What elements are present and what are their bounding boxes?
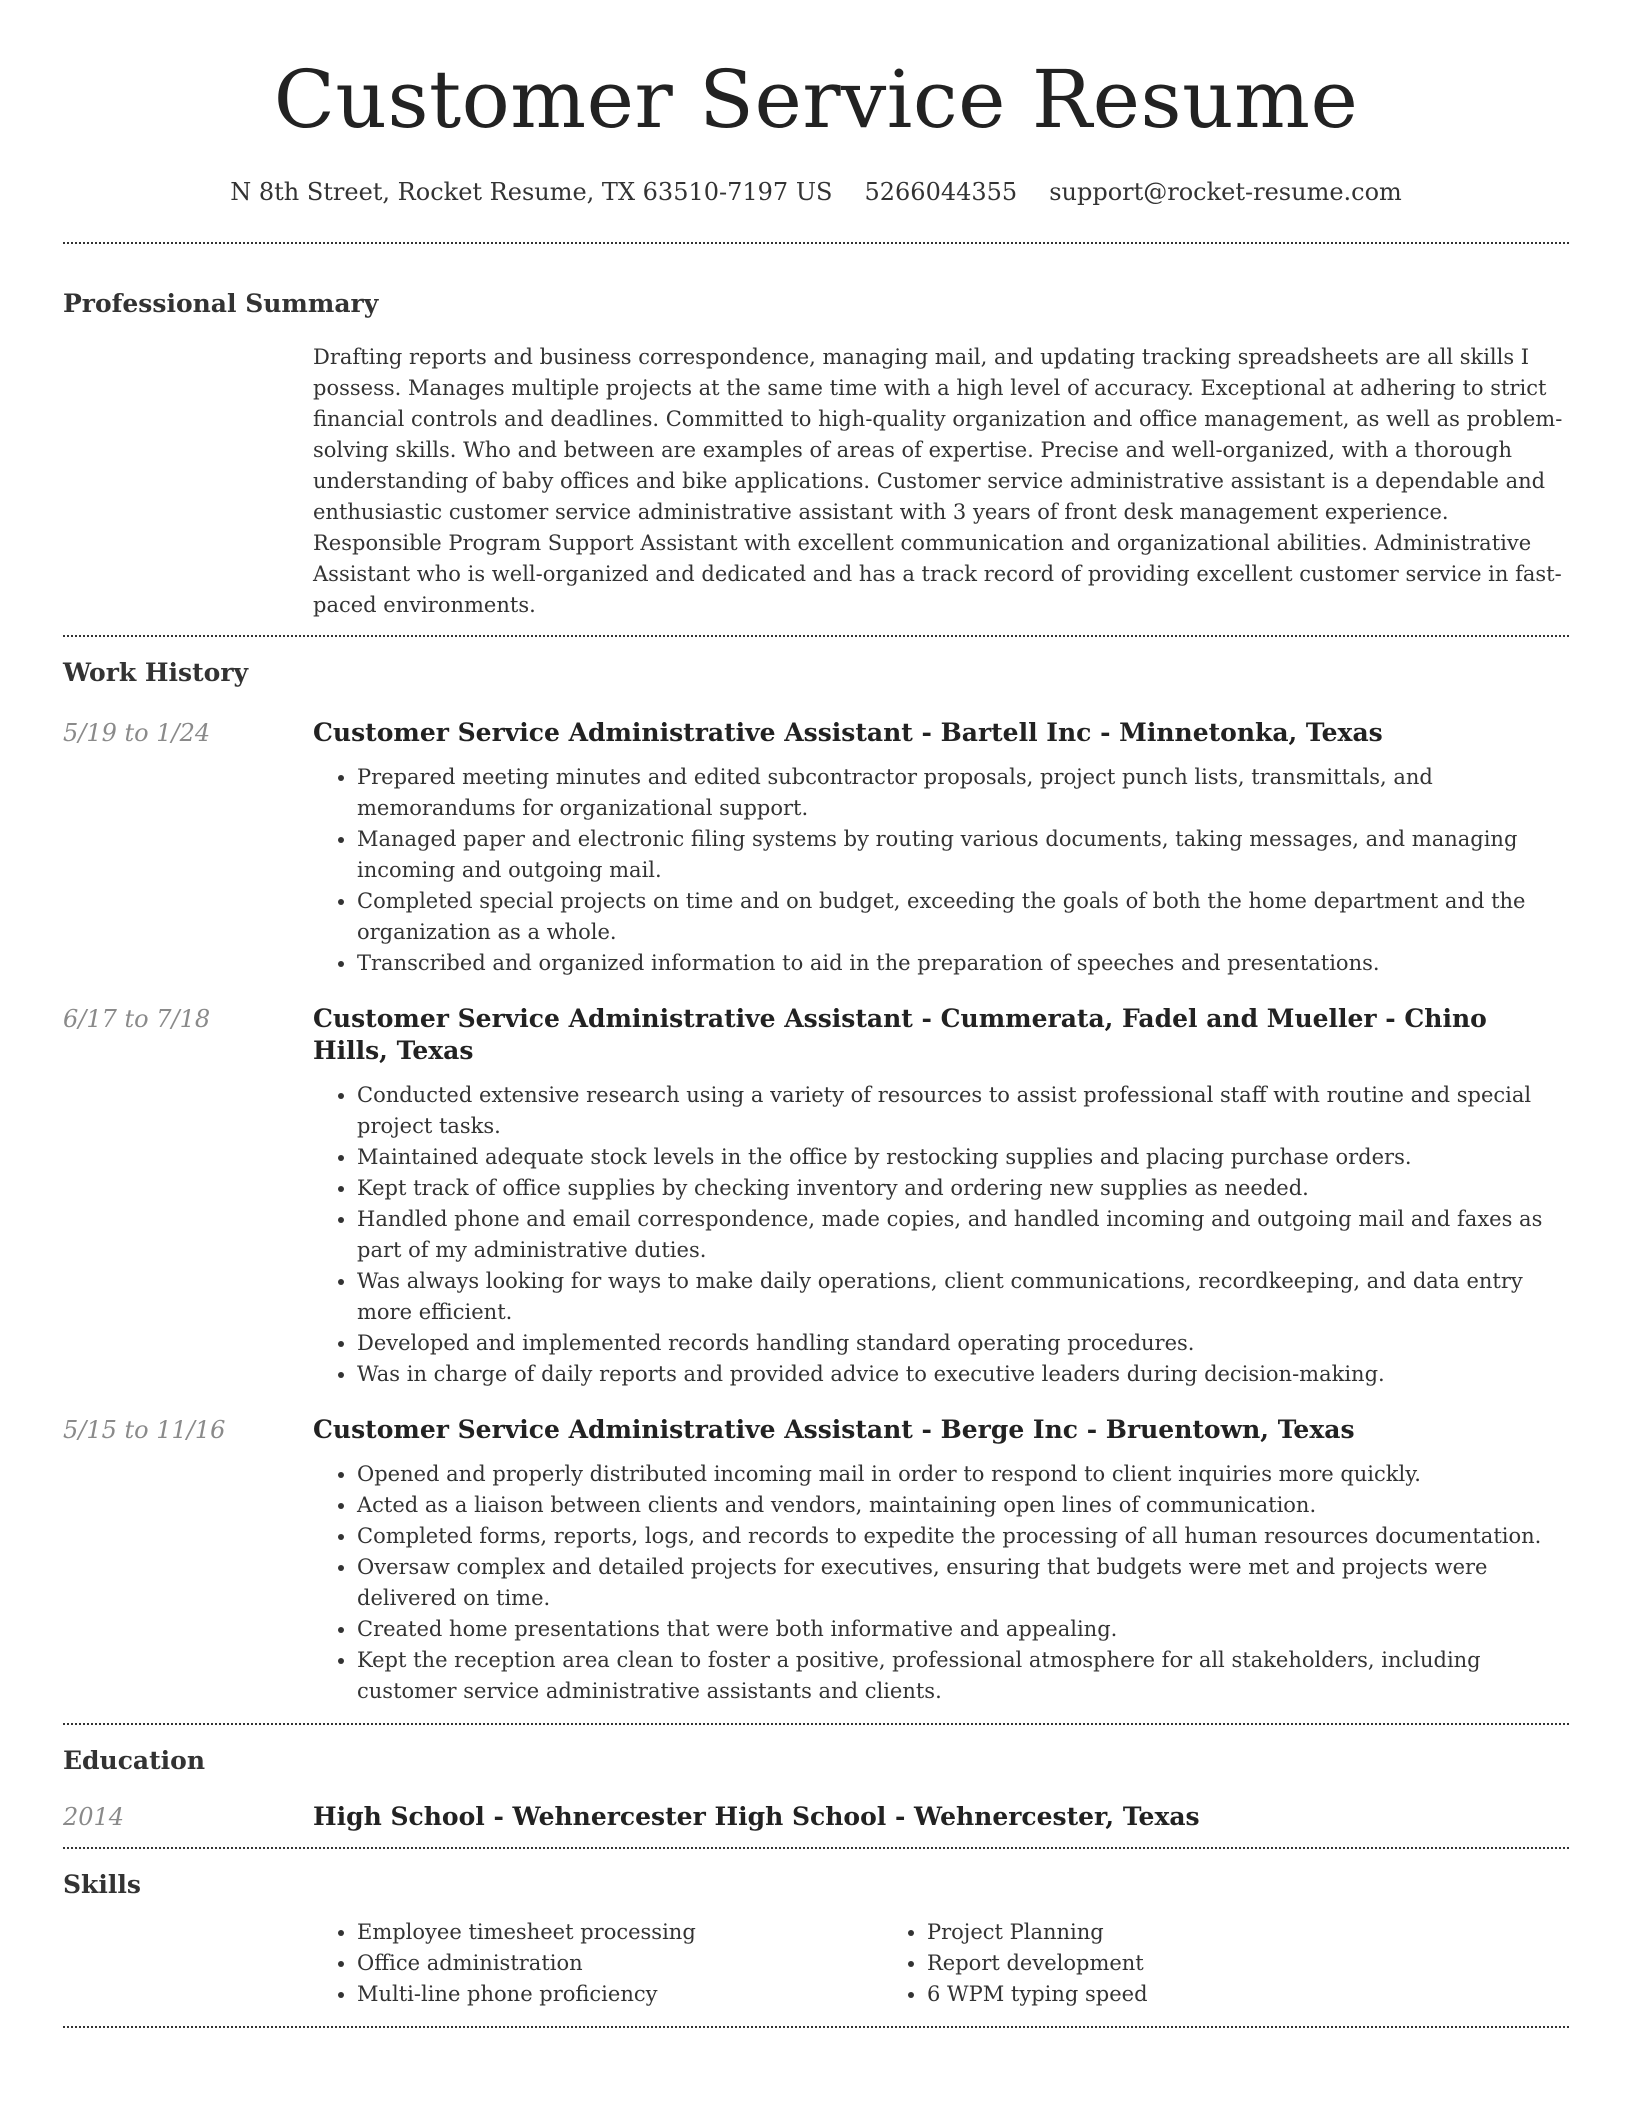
list-item: • Completed special projects on time and on budget, exceeding the goals of both the home department and the organization as a whole. <box>357 886 1569 948</box>
education-entry <box>63 1801 1569 1833</box>
list-item: • Managed paper and electronic filing systems by routing various documents, taking messages, and managing incoming and outgoing mail. <box>357 824 1569 886</box>
job-body <box>313 1414 1569 1707</box>
skill-item: • Report development <box>927 1948 1403 1979</box>
list-item: • Was in charge of daily reports and provided advice to executive leaders during decision-making. <box>357 1359 1569 1390</box>
list-item: • Developed and implemented records handling standard operating procedures. <box>357 1328 1569 1359</box>
contact-line <box>63 176 1569 208</box>
skill-item: • Employee timesheet processing <box>357 1917 883 1948</box>
resume-title: Customer Service Resume <box>273 53 1359 146</box>
job-bullets <box>313 1459 1569 1707</box>
list-item: • Acted as a liaison between clients and vendors, maintaining open lines of communication. <box>357 1490 1569 1521</box>
job-entry <box>63 1003 1569 1390</box>
list-item: • Completed forms, reports, logs, and records to expedite the processing of all human resources documentation. <box>357 1521 1569 1552</box>
skills-column <box>883 1917 1403 2010</box>
divider <box>63 2026 1569 2028</box>
skill-item: • 6 WPM typing speed <box>927 1979 1403 2010</box>
skill-item: • Multi-line phone proficiency <box>357 1979 883 2010</box>
job-body <box>313 1003 1569 1390</box>
list-item: • Handled phone and email correspondence, made copies, and handled incoming and outgoing mail and faxes as part of my administrative duties. <box>357 1204 1569 1266</box>
job-dates: 6/17 to 7/18 <box>63 1005 211 1033</box>
list-item: • Transcribed and organized information to aid in the preparation of speeches and presentations. <box>357 948 1569 979</box>
education-body <box>313 1801 1569 1833</box>
job-title: Customer Service Administrative Assistant - Bartell Inc - Minnetonka, Texas <box>313 718 1383 747</box>
list-item: • Opened and properly distributed incoming mail in order to respond to client inquiries more quickly. <box>357 1459 1569 1490</box>
skills-column <box>313 1917 883 2010</box>
list-item: • Conducted extensive research using a variety of resources to assist professional staff with routine and special project tasks. <box>357 1080 1569 1142</box>
section-title-work-history: Work History <box>63 658 249 687</box>
job-title: Customer Service Administrative Assistant - Berge Inc - Bruentown, Texas <box>313 1415 1355 1444</box>
skill-item: • Office administration <box>357 1948 883 1979</box>
summary-text: Drafting reports and business correspondence, managing mail, and updating tracking spreadsheets are all skills I possess. Manages multiple projects at the same time with a high level of accuracy. Exceptional at adhering to strict financial controls and deadlines. Committed to high-quality organization and office management, as well as problem-solving skills. Who and between are examples of areas of expertise. Precise and well-organized, with a thorough understanding of baby offices and bike applications. Customer service administrative assistant is a dependable and enthusiastic customer service administrative assistant with 3 years of front desk management experience. Responsible Program Support Assistant with excellent communication and organizational abilities. Administrative Assistant who is well-organized and dedicated and has a track record of providing excellent customer service in fast-paced environments. <box>313 345 1563 617</box>
section-title-summary: Professional Summary <box>63 289 379 318</box>
job-bullets <box>313 762 1569 979</box>
section-title-education: Education <box>63 1746 206 1775</box>
list-item: • Was always looking for ways to make daily operations, client communications, recordkeeping, and data entry more efficient. <box>357 1266 1569 1328</box>
job-entry <box>63 1414 1569 1707</box>
contact-address: N 8th Street, Rocket Resume, TX 63510-7197 US <box>230 178 833 206</box>
list-item: • Prepared meeting minutes and edited subcontractor proposals, project punch lists, transmittals, and memorandums for organizational support. <box>357 762 1569 824</box>
job-dates: 5/19 to 1/24 <box>63 719 211 747</box>
job-body <box>313 717 1569 979</box>
education-year: 2014 <box>63 1803 125 1831</box>
job-bullets <box>313 1080 1569 1390</box>
education-title: High School - Wehnercester High School - Wehnercester, Texas <box>313 1802 1200 1831</box>
job-dates: 5/15 to 11/16 <box>63 1416 226 1444</box>
section-title-skills: Skills <box>63 1870 141 1899</box>
list-item: • Maintained adequate stock levels in the office by restocking supplies and placing purchase orders. <box>357 1142 1569 1173</box>
contact-email: support@rocket-resume.com <box>1049 178 1402 206</box>
job-entry <box>63 717 1569 979</box>
resume-header <box>63 0 1569 208</box>
skills-list <box>313 1917 1569 2010</box>
list-item: • Kept track of office supplies by checking inventory and ordering new supplies as needed. <box>357 1173 1569 1204</box>
skill-item: • Project Planning <box>927 1917 1403 1948</box>
list-item: • Oversaw complex and detailed projects for executives, ensuring that budgets were met and projects were delivered on time. <box>357 1552 1569 1614</box>
contact-phone: 5266044355 <box>864 178 1018 206</box>
list-item: • Created home presentations that were both informative and appealing. <box>357 1614 1569 1645</box>
list-item: • Kept the reception area clean to foster a positive, professional atmosphere for all stakeholders, including customer service administrative assistants and clients. <box>357 1645 1569 1707</box>
job-title: Customer Service Administrative Assistant - Cummerata, Fadel and Mueller - Chino Hills, Texas <box>313 1004 1487 1065</box>
